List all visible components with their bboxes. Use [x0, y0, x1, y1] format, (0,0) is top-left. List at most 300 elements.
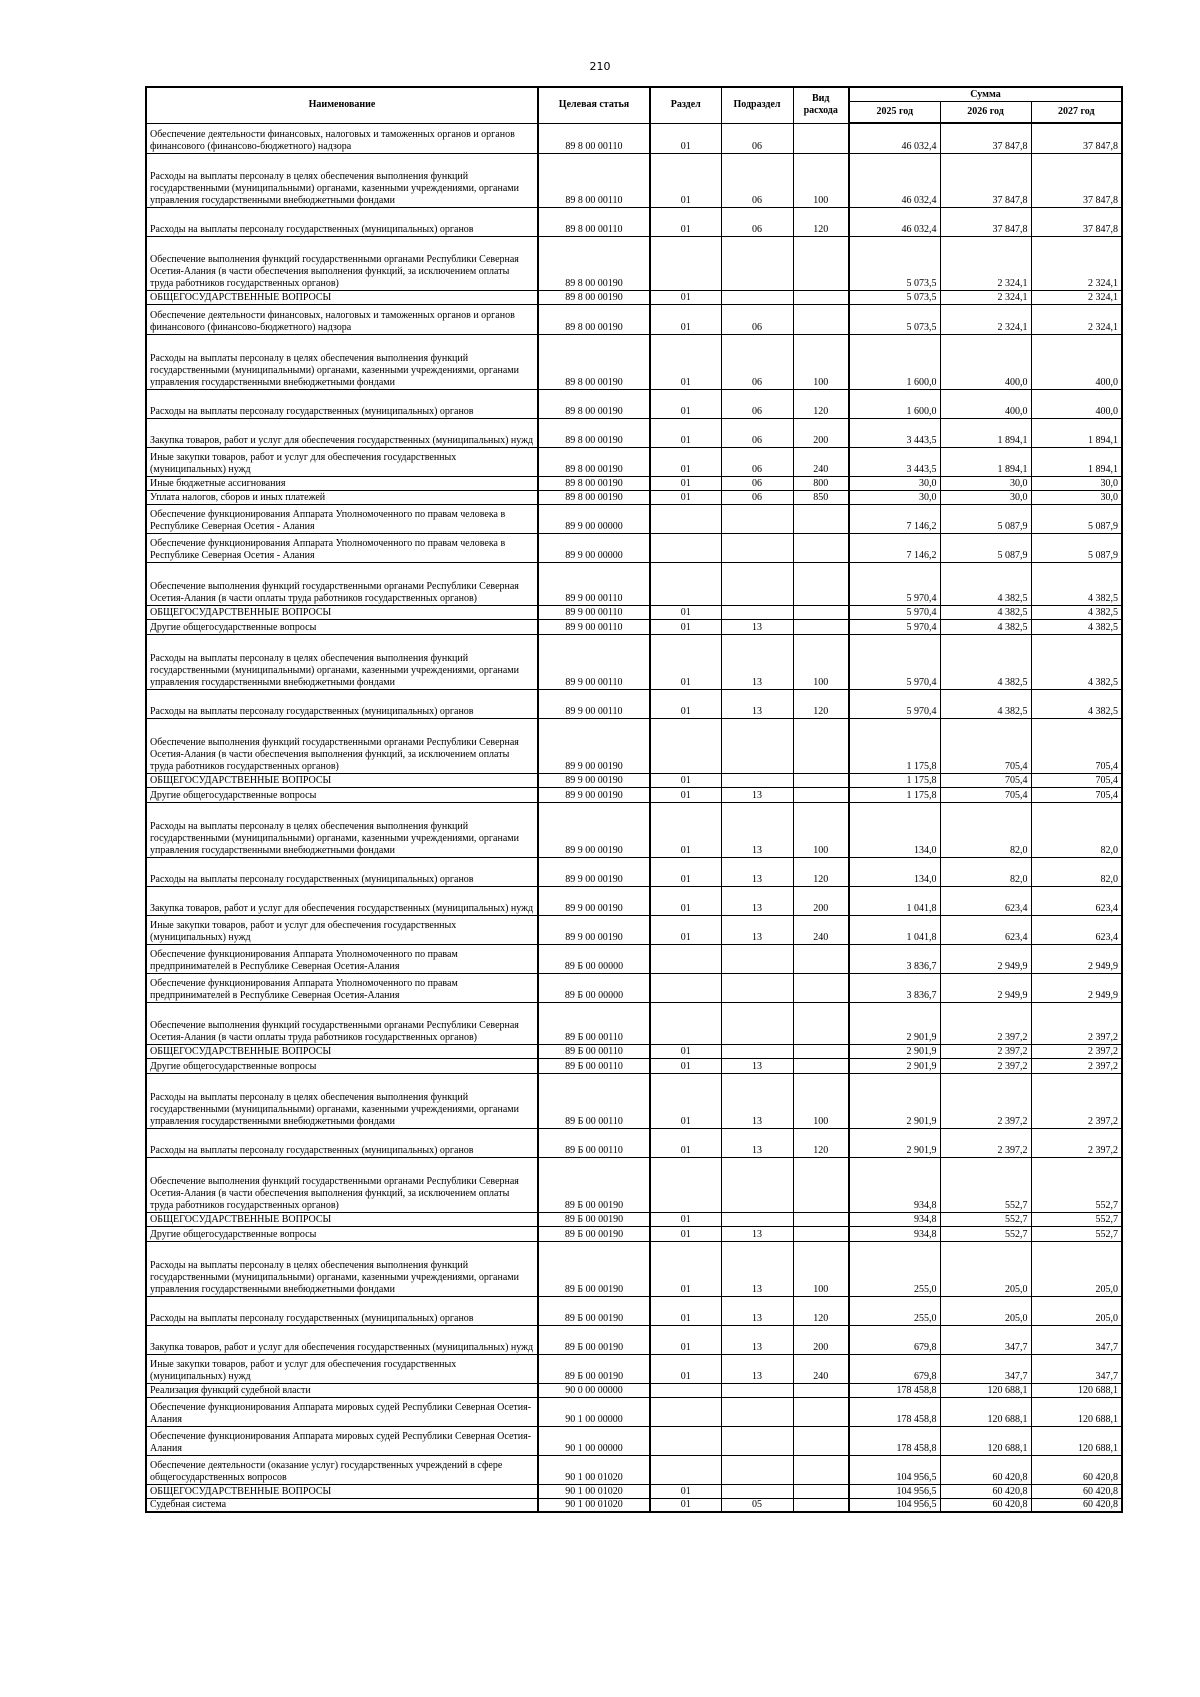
- row-expense-type: [793, 236, 849, 290]
- row-subsection: [721, 973, 793, 1002]
- row-sum-2027: 2 949,9: [1031, 973, 1122, 1002]
- row-name: Закупка товаров, работ и услуг для обеспечения государственных (муниципальных) нужд: [146, 418, 538, 447]
- row-subsection: [721, 533, 793, 562]
- row-subsection: 13: [721, 802, 793, 857]
- row-expense-type: [793, 1157, 849, 1212]
- table-row: [146, 619, 1122, 634]
- row-sum-2025: 104 956,5: [849, 1484, 940, 1498]
- row-sum-2027: 4 382,5: [1031, 619, 1122, 634]
- row-name: Обеспечение деятельности финансовых, налоговых и таможенных органов и органов финансового (финансово-бюджетного) надзора: [146, 123, 538, 153]
- row-name: ОБЩЕГОСУДАРСТВЕННЫЕ ВОПРОСЫ: [146, 290, 538, 304]
- row-target: 89 8 00 00190: [538, 389, 650, 418]
- table-row: [146, 1044, 1122, 1058]
- row-target: 89 9 00 00110: [538, 619, 650, 634]
- row-sum-2026: 552,7: [940, 1226, 1031, 1241]
- row-target: 89 Б 00 00190: [538, 1226, 650, 1241]
- table-row: [146, 1455, 1122, 1484]
- row-target: 89 8 00 00110: [538, 123, 650, 153]
- row-sum-2026: 705,4: [940, 773, 1031, 787]
- row-target: 89 9 00 00190: [538, 857, 650, 886]
- row-subsection: 06: [721, 304, 793, 334]
- row-sum-2026: 4 382,5: [940, 634, 1031, 689]
- row-expense-type: 120: [793, 689, 849, 718]
- row-subsection: [721, 562, 793, 605]
- table-row: [146, 634, 1122, 689]
- row-name: Реализация функций судебной власти: [146, 1383, 538, 1397]
- row-subsection: 06: [721, 418, 793, 447]
- row-expense-type: 100: [793, 153, 849, 207]
- row-section: 01: [650, 290, 721, 304]
- row-name: Обеспечение функционирования Аппарата мировых судей Республики Северная Осетия-Алания: [146, 1426, 538, 1455]
- row-subsection: [721, 236, 793, 290]
- table-row: [146, 787, 1122, 802]
- row-name: ОБЩЕГОСУДАРСТВЕННЫЕ ВОПРОСЫ: [146, 1044, 538, 1058]
- row-target: 89 9 00 00000: [538, 533, 650, 562]
- row-subsection: [721, 1157, 793, 1212]
- row-name: Обеспечение функционирования Аппарата Уполномоченного по правам предпринимателей в Республике Северная Осетия-Алания: [146, 944, 538, 973]
- row-sum-2025: 2 901,9: [849, 1058, 940, 1073]
- row-sum-2025: 7 146,2: [849, 504, 940, 533]
- row-sum-2025: 104 956,5: [849, 1455, 940, 1484]
- row-sum-2026: 37 847,8: [940, 153, 1031, 207]
- row-subsection: 05: [721, 1498, 793, 1512]
- row-sum-2026: 2 397,2: [940, 1002, 1031, 1044]
- row-sum-2026: 4 382,5: [940, 562, 1031, 605]
- row-expense-type: [793, 290, 849, 304]
- row-sum-2027: 205,0: [1031, 1241, 1122, 1296]
- row-target: 89 9 00 00190: [538, 718, 650, 773]
- row-name: Расходы на выплаты персоналу в целях обеспечения выполнения функций государственными (муниципальными) органами, казенными учреждениями, органами управления государственными внебюджетными фондами: [146, 334, 538, 389]
- row-name: Обеспечение функционирования Аппарата мировых судей Республики Северная Осетия-Алания: [146, 1397, 538, 1426]
- row-expense-type: 120: [793, 1296, 849, 1325]
- row-section: 01: [650, 304, 721, 334]
- row-sum-2027: 60 420,8: [1031, 1484, 1122, 1498]
- row-section: 01: [650, 1128, 721, 1157]
- row-sum-2027: 1 894,1: [1031, 447, 1122, 476]
- row-subsection: [721, 605, 793, 619]
- row-sum-2026: 2 324,1: [940, 304, 1031, 334]
- row-target: 89 Б 00 00110: [538, 1058, 650, 1073]
- row-sum-2027: 37 847,8: [1031, 123, 1122, 153]
- row-sum-2027: 2 397,2: [1031, 1128, 1122, 1157]
- row-sum-2027: 120 688,1: [1031, 1383, 1122, 1397]
- row-sum-2025: 46 032,4: [849, 153, 940, 207]
- row-sum-2027: 120 688,1: [1031, 1426, 1122, 1455]
- row-expense-type: 100: [793, 334, 849, 389]
- row-sum-2026: 2 949,9: [940, 973, 1031, 1002]
- row-target: 89 Б 00 00110: [538, 1044, 650, 1058]
- row-section: 01: [650, 153, 721, 207]
- row-target: 89 8 00 00110: [538, 207, 650, 236]
- table-row: [146, 886, 1122, 915]
- header-2027: 2027 год: [1031, 102, 1122, 124]
- row-sum-2026: 705,4: [940, 718, 1031, 773]
- row-subsection: 06: [721, 334, 793, 389]
- row-subsection: 13: [721, 1354, 793, 1383]
- table-row: [146, 418, 1122, 447]
- row-section: 01: [650, 418, 721, 447]
- row-section: [650, 1426, 721, 1455]
- row-expense-type: [793, 1498, 849, 1512]
- row-sum-2027: 82,0: [1031, 802, 1122, 857]
- row-section: [650, 504, 721, 533]
- row-name: ОБЩЕГОСУДАРСТВЕННЫЕ ВОПРОСЫ: [146, 773, 538, 787]
- row-sum-2026: 623,4: [940, 915, 1031, 944]
- row-target: 89 8 00 00190: [538, 476, 650, 490]
- row-target: 89 8 00 00190: [538, 236, 650, 290]
- row-section: [650, 1455, 721, 1484]
- row-name: Иные закупки товаров, работ и услуг для обеспечения государственных (муниципальных) нужд: [146, 447, 538, 476]
- row-sum-2026: 30,0: [940, 476, 1031, 490]
- row-sum-2026: 2 397,2: [940, 1058, 1031, 1073]
- row-subsection: 13: [721, 787, 793, 802]
- row-expense-type: 120: [793, 857, 849, 886]
- table-row: [146, 153, 1122, 207]
- row-section: 01: [650, 1212, 721, 1226]
- row-sum-2026: 205,0: [940, 1296, 1031, 1325]
- row-sum-2025: 934,8: [849, 1226, 940, 1241]
- page-number: 210: [589, 60, 611, 73]
- row-sum-2025: 1 600,0: [849, 334, 940, 389]
- row-target: 89 8 00 00190: [538, 447, 650, 476]
- row-name: Расходы на выплаты персоналу государственных (муниципальных) органов: [146, 1296, 538, 1325]
- row-sum-2026: 4 382,5: [940, 619, 1031, 634]
- row-subsection: 06: [721, 389, 793, 418]
- table-row: [146, 915, 1122, 944]
- row-target: 89 Б 00 00190: [538, 1212, 650, 1226]
- header-sum: Сумма: [849, 87, 1122, 102]
- row-expense-type: [793, 718, 849, 773]
- row-sum-2025: 1 175,8: [849, 773, 940, 787]
- row-target: 90 1 00 00000: [538, 1397, 650, 1426]
- row-sum-2027: 4 382,5: [1031, 562, 1122, 605]
- row-sum-2027: 5 087,9: [1031, 504, 1122, 533]
- row-section: 01: [650, 1354, 721, 1383]
- row-sum-2027: 705,4: [1031, 773, 1122, 787]
- row-section: 01: [650, 1296, 721, 1325]
- row-sum-2025: 934,8: [849, 1212, 940, 1226]
- row-expense-type: [793, 973, 849, 1002]
- table-row: [146, 123, 1122, 153]
- header-name: Наименование: [146, 87, 538, 123]
- row-sum-2025: 5 970,4: [849, 562, 940, 605]
- row-sum-2027: 4 382,5: [1031, 689, 1122, 718]
- row-sum-2027: 60 420,8: [1031, 1455, 1122, 1484]
- row-section: 01: [650, 619, 721, 634]
- row-expense-type: [793, 1226, 849, 1241]
- table-row: [146, 562, 1122, 605]
- table-row: [146, 236, 1122, 290]
- row-subsection: 13: [721, 1128, 793, 1157]
- row-name: Расходы на выплаты персоналу в целях обеспечения выполнения функций государственными (муниципальными) органами, казенными учреждениями, органами управления государственными внебюджетными фондами: [146, 802, 538, 857]
- row-sum-2027: 552,7: [1031, 1226, 1122, 1241]
- row-name: Уплата налогов, сборов и иных платежей: [146, 490, 538, 504]
- table-row: [146, 290, 1122, 304]
- row-expense-type: [793, 619, 849, 634]
- row-section: 01: [650, 857, 721, 886]
- row-sum-2025: 1 041,8: [849, 886, 940, 915]
- row-sum-2027: 2 324,1: [1031, 304, 1122, 334]
- row-sum-2025: 679,8: [849, 1325, 940, 1354]
- row-sum-2025: 2 901,9: [849, 1002, 940, 1044]
- row-expense-type: [793, 1484, 849, 1498]
- row-sum-2026: 30,0: [940, 490, 1031, 504]
- row-sum-2027: 2 324,1: [1031, 290, 1122, 304]
- row-sum-2025: 134,0: [849, 857, 940, 886]
- row-sum-2026: 37 847,8: [940, 207, 1031, 236]
- row-target: 89 Б 00 00000: [538, 944, 650, 973]
- header-2025: 2025 год: [849, 102, 940, 124]
- row-sum-2025: 3 443,5: [849, 447, 940, 476]
- row-name: Обеспечение выполнения функций государственными органами Республики Северная Осетия-Алания (в части обеспечения выполнения функций, за исключением оплаты труда работников государственных органов): [146, 718, 538, 773]
- row-target: 89 9 00 00190: [538, 787, 650, 802]
- table-row: [146, 1226, 1122, 1241]
- row-sum-2026: 1 894,1: [940, 447, 1031, 476]
- row-expense-type: [793, 304, 849, 334]
- row-section: 01: [650, 802, 721, 857]
- row-expense-type: [793, 1044, 849, 1058]
- row-expense-type: 200: [793, 886, 849, 915]
- row-expense-type: [793, 562, 849, 605]
- row-expense-type: [793, 123, 849, 153]
- row-sum-2027: 2 397,2: [1031, 1002, 1122, 1044]
- row-section: [650, 973, 721, 1002]
- table-row: [146, 1241, 1122, 1296]
- row-subsection: 06: [721, 490, 793, 504]
- row-name: Расходы на выплаты персоналу в целях обеспечения выполнения функций государственными (муниципальными) органами, казенными учреждениями, органами управления государственными внебюджетными фондами: [146, 1073, 538, 1128]
- row-section: 01: [650, 207, 721, 236]
- table-row: [146, 490, 1122, 504]
- row-sum-2027: 30,0: [1031, 490, 1122, 504]
- row-expense-type: [793, 1455, 849, 1484]
- row-expense-type: 120: [793, 1128, 849, 1157]
- row-name: Другие общегосударственные вопросы: [146, 1058, 538, 1073]
- row-sum-2026: 2 397,2: [940, 1073, 1031, 1128]
- row-target: 89 9 00 00190: [538, 802, 650, 857]
- row-sum-2025: 46 032,4: [849, 123, 940, 153]
- row-name: Иные закупки товаров, работ и услуг для обеспечения государственных (муниципальных) нужд: [146, 915, 538, 944]
- row-target: 89 9 00 00110: [538, 605, 650, 619]
- row-sum-2027: 60 420,8: [1031, 1498, 1122, 1512]
- table-row: [146, 1383, 1122, 1397]
- table-row: [146, 1354, 1122, 1383]
- row-sum-2025: 2 901,9: [849, 1044, 940, 1058]
- row-section: 01: [650, 476, 721, 490]
- row-sum-2025: 3 836,7: [849, 973, 940, 1002]
- row-expense-type: 100: [793, 634, 849, 689]
- row-expense-type: [793, 773, 849, 787]
- row-target: 89 8 00 00190: [538, 304, 650, 334]
- row-sum-2025: 1 041,8: [849, 915, 940, 944]
- row-sum-2027: 552,7: [1031, 1212, 1122, 1226]
- table-row: [146, 1426, 1122, 1455]
- table-row: [146, 504, 1122, 533]
- row-sum-2027: 705,4: [1031, 718, 1122, 773]
- header-target: Целевая статья: [538, 87, 650, 123]
- row-sum-2025: 255,0: [849, 1241, 940, 1296]
- row-subsection: [721, 718, 793, 773]
- row-subsection: [721, 1484, 793, 1498]
- table-row: [146, 944, 1122, 973]
- header-2026: 2026 год: [940, 102, 1031, 124]
- row-name: Обеспечение функционирования Аппарата Уполномоченного по правам человека в Республике Северная Осетия - Алания: [146, 533, 538, 562]
- row-section: 01: [650, 1484, 721, 1498]
- row-subsection: [721, 1002, 793, 1044]
- row-expense-type: 120: [793, 389, 849, 418]
- row-name: ОБЩЕГОСУДАРСТВЕННЫЕ ВОПРОСЫ: [146, 1484, 538, 1498]
- row-expense-type: 240: [793, 1354, 849, 1383]
- row-name: ОБЩЕГОСУДАРСТВЕННЫЕ ВОПРОСЫ: [146, 1212, 538, 1226]
- row-subsection: [721, 1397, 793, 1426]
- row-target: 89 8 00 00190: [538, 418, 650, 447]
- row-target: 89 Б 00 00000: [538, 973, 650, 1002]
- table-row: [146, 334, 1122, 389]
- row-sum-2025: 178 458,8: [849, 1397, 940, 1426]
- row-sum-2027: 5 087,9: [1031, 533, 1122, 562]
- row-name: Обеспечение выполнения функций государственными органами Республики Северная Осетия-Алания (в части обеспечения выполнения функций, за исключением оплаты труда работников государственных органов): [146, 1157, 538, 1212]
- header-expense-type: Вид расхода: [793, 87, 849, 123]
- table-row: [146, 857, 1122, 886]
- row-sum-2025: 2 901,9: [849, 1073, 940, 1128]
- table-row: [146, 1397, 1122, 1426]
- row-sum-2026: 347,7: [940, 1354, 1031, 1383]
- row-subsection: 13: [721, 1226, 793, 1241]
- table-row: [146, 1058, 1122, 1073]
- row-sum-2026: 82,0: [940, 802, 1031, 857]
- row-target: 89 Б 00 00190: [538, 1157, 650, 1212]
- row-name: Обеспечение функционирования Аппарата Уполномоченного по правам предпринимателей в Республике Северная Осетия-Алания: [146, 973, 538, 1002]
- row-expense-type: 200: [793, 418, 849, 447]
- row-expense-type: 200: [793, 1325, 849, 1354]
- row-sum-2027: 2 397,2: [1031, 1058, 1122, 1073]
- row-expense-type: [793, 1397, 849, 1426]
- row-sum-2025: 178 458,8: [849, 1383, 940, 1397]
- row-sum-2026: 120 688,1: [940, 1397, 1031, 1426]
- table-row: [146, 1325, 1122, 1354]
- table-body: [146, 123, 1122, 1512]
- row-sum-2026: 623,4: [940, 886, 1031, 915]
- row-target: 89 Б 00 00190: [538, 1296, 650, 1325]
- row-sum-2025: 5 073,5: [849, 236, 940, 290]
- row-expense-type: 120: [793, 207, 849, 236]
- row-subsection: [721, 1212, 793, 1226]
- row-sum-2026: 120 688,1: [940, 1383, 1031, 1397]
- row-sum-2025: 1 175,8: [849, 787, 940, 802]
- row-subsection: 13: [721, 619, 793, 634]
- row-section: 01: [650, 915, 721, 944]
- row-name: Расходы на выплаты персоналу государственных (муниципальных) органов: [146, 389, 538, 418]
- row-name: Обеспечение деятельности финансовых, налоговых и таможенных органов и органов финансового (финансово-бюджетного) надзора: [146, 304, 538, 334]
- row-sum-2027: 1 894,1: [1031, 418, 1122, 447]
- row-sum-2026: 82,0: [940, 857, 1031, 886]
- row-subsection: 13: [721, 634, 793, 689]
- row-subsection: 13: [721, 1325, 793, 1354]
- row-sum-2025: 7 146,2: [849, 533, 940, 562]
- row-target: 89 8 00 00190: [538, 290, 650, 304]
- row-sum-2027: 2 324,1: [1031, 236, 1122, 290]
- row-subsection: [721, 504, 793, 533]
- row-target: 90 1 00 01020: [538, 1498, 650, 1512]
- table-row: [146, 605, 1122, 619]
- row-expense-type: 100: [793, 802, 849, 857]
- table-row: [146, 718, 1122, 773]
- row-subsection: [721, 1383, 793, 1397]
- row-sum-2025: 255,0: [849, 1296, 940, 1325]
- row-name: Другие общегосударственные вопросы: [146, 787, 538, 802]
- row-sum-2025: 3 836,7: [849, 944, 940, 973]
- row-name: Расходы на выплаты персоналу государственных (муниципальных) органов: [146, 1128, 538, 1157]
- row-sum-2027: 400,0: [1031, 334, 1122, 389]
- row-name: Расходы на выплаты персоналу государственных (муниципальных) органов: [146, 689, 538, 718]
- row-sum-2027: 552,7: [1031, 1157, 1122, 1212]
- header-section: Раздел: [650, 87, 721, 123]
- row-subsection: 13: [721, 1296, 793, 1325]
- header-subsection: Подраздел: [721, 87, 793, 123]
- table-row: [146, 1128, 1122, 1157]
- row-sum-2025: 5 970,4: [849, 689, 940, 718]
- row-expense-type: [793, 1002, 849, 1044]
- row-section: [650, 1002, 721, 1044]
- row-sum-2026: 60 420,8: [940, 1484, 1031, 1498]
- row-name: Судебная система: [146, 1498, 538, 1512]
- row-subsection: 06: [721, 447, 793, 476]
- row-sum-2027: 37 847,8: [1031, 153, 1122, 207]
- table-row: [146, 533, 1122, 562]
- row-name: Расходы на выплаты персоналу государственных (муниципальных) органов: [146, 207, 538, 236]
- row-sum-2026: 552,7: [940, 1157, 1031, 1212]
- row-expense-type: 100: [793, 1073, 849, 1128]
- row-sum-2027: 4 382,5: [1031, 634, 1122, 689]
- row-sum-2026: 4 382,5: [940, 605, 1031, 619]
- row-section: [650, 1397, 721, 1426]
- row-section: [650, 1383, 721, 1397]
- row-section: 01: [650, 1044, 721, 1058]
- row-target: 89 9 00 00110: [538, 689, 650, 718]
- row-sum-2027: 120 688,1: [1031, 1397, 1122, 1426]
- row-expense-type: [793, 504, 849, 533]
- row-sum-2025: 30,0: [849, 476, 940, 490]
- row-sum-2027: 347,7: [1031, 1354, 1122, 1383]
- row-sum-2027: 347,7: [1031, 1325, 1122, 1354]
- row-target: 89 9 00 00190: [538, 773, 650, 787]
- row-sum-2027: 2 949,9: [1031, 944, 1122, 973]
- row-target: 89 Б 00 00110: [538, 1128, 650, 1157]
- row-target: 89 8 00 00190: [538, 334, 650, 389]
- row-section: 01: [650, 490, 721, 504]
- row-sum-2026: 347,7: [940, 1325, 1031, 1354]
- row-section: 01: [650, 1058, 721, 1073]
- row-section: 01: [650, 886, 721, 915]
- row-sum-2025: 104 956,5: [849, 1498, 940, 1512]
- row-target: 89 Б 00 00190: [538, 1325, 650, 1354]
- row-expense-type: [793, 1212, 849, 1226]
- row-subsection: 06: [721, 123, 793, 153]
- row-sum-2027: 623,4: [1031, 915, 1122, 944]
- row-expense-type: [793, 1383, 849, 1397]
- table-row: [146, 1157, 1122, 1212]
- row-section: 01: [650, 689, 721, 718]
- row-sum-2027: 205,0: [1031, 1296, 1122, 1325]
- row-sum-2025: 5 073,5: [849, 290, 940, 304]
- table-row: [146, 802, 1122, 857]
- row-sum-2025: 5 970,4: [849, 619, 940, 634]
- row-subsection: 13: [721, 689, 793, 718]
- row-sum-2027: 400,0: [1031, 389, 1122, 418]
- row-sum-2027: 37 847,8: [1031, 207, 1122, 236]
- row-sum-2025: 3 443,5: [849, 418, 940, 447]
- row-section: [650, 236, 721, 290]
- row-sum-2027: 4 382,5: [1031, 605, 1122, 619]
